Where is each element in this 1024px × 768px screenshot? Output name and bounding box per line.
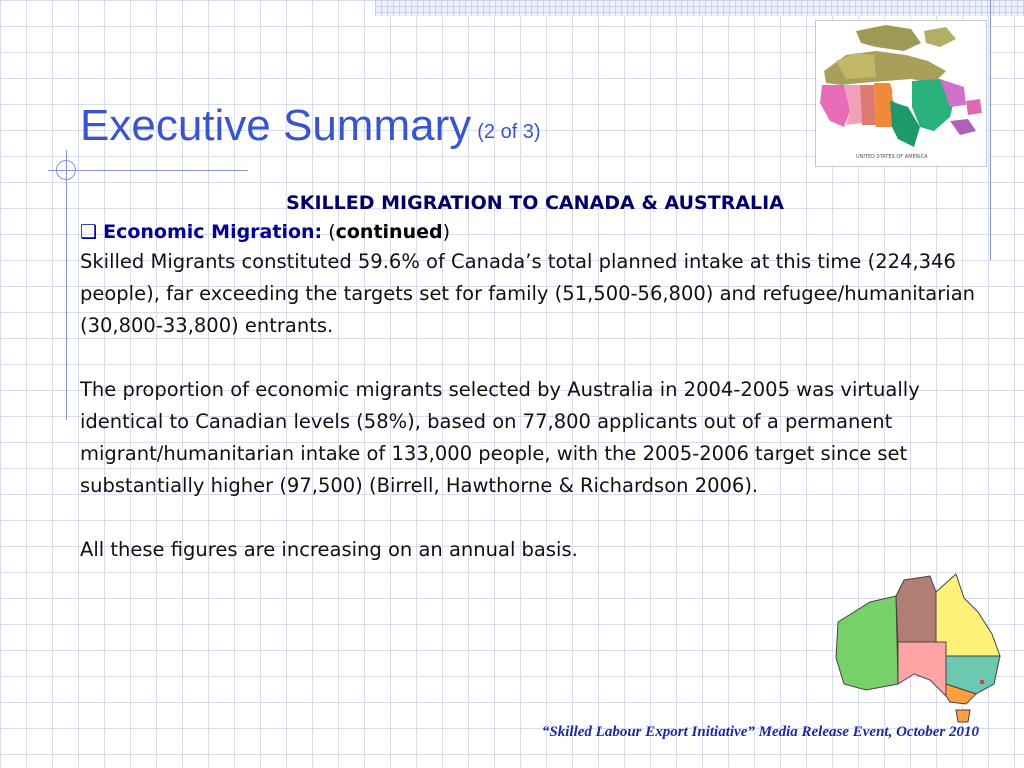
left-accent-line xyxy=(66,150,67,420)
bullet-close-paren: ) xyxy=(442,221,451,243)
canada-map-image xyxy=(815,20,987,167)
title-page-indicator: (2 of 3) xyxy=(477,121,541,143)
footer-caption: “Skilled Labour Export Initiative” Media Release Event, October 2010 xyxy=(541,724,979,740)
bullet-label: Economic Migration: xyxy=(103,221,323,243)
slide-body xyxy=(80,188,980,566)
top-pattern-band xyxy=(375,0,1024,16)
title-main: Executive Summary xyxy=(80,101,472,150)
accent-circle xyxy=(56,160,76,180)
checkbox-bullet-icon: ❑ xyxy=(80,221,98,243)
bullet-continued: continued xyxy=(335,221,443,243)
australia-map-image xyxy=(830,572,1006,728)
bullet-economic-migration xyxy=(80,218,980,246)
svg-text:UNITED STATES OF AMERICA: UNITED STATES OF AMERICA xyxy=(856,154,928,160)
paragraph-australia: The proportion of economic migrants selected by Australia in 2004-2005 was virtually identical to Canadian levels (58%), based on 77,800 applicants out of a permanent migrant/humanitarian intake of 133,000 people, with the 2005-2006 target since set substantially higher (97,500) (Birrell, Hawthorne & Richardson 2006). xyxy=(80,378,920,497)
slide-title xyxy=(80,100,541,158)
right-accent-line xyxy=(990,0,991,260)
paragraph-trend: All these figures are increasing on an annual basis. xyxy=(80,538,578,561)
title-underline xyxy=(48,170,248,171)
section-heading: SKILLED MIGRATION TO CANADA & AUSTRALIA xyxy=(286,192,784,214)
paragraph-canada: Skilled Migrants constituted 59.6% of Canada’s total planned intake at this time (224,346 people), far exceeding the targets set for family (51,500-56,800) and refugee/humanitarian (30,800-33,800) entrants. xyxy=(80,250,976,337)
bullet-open-paren: ( xyxy=(322,221,336,243)
